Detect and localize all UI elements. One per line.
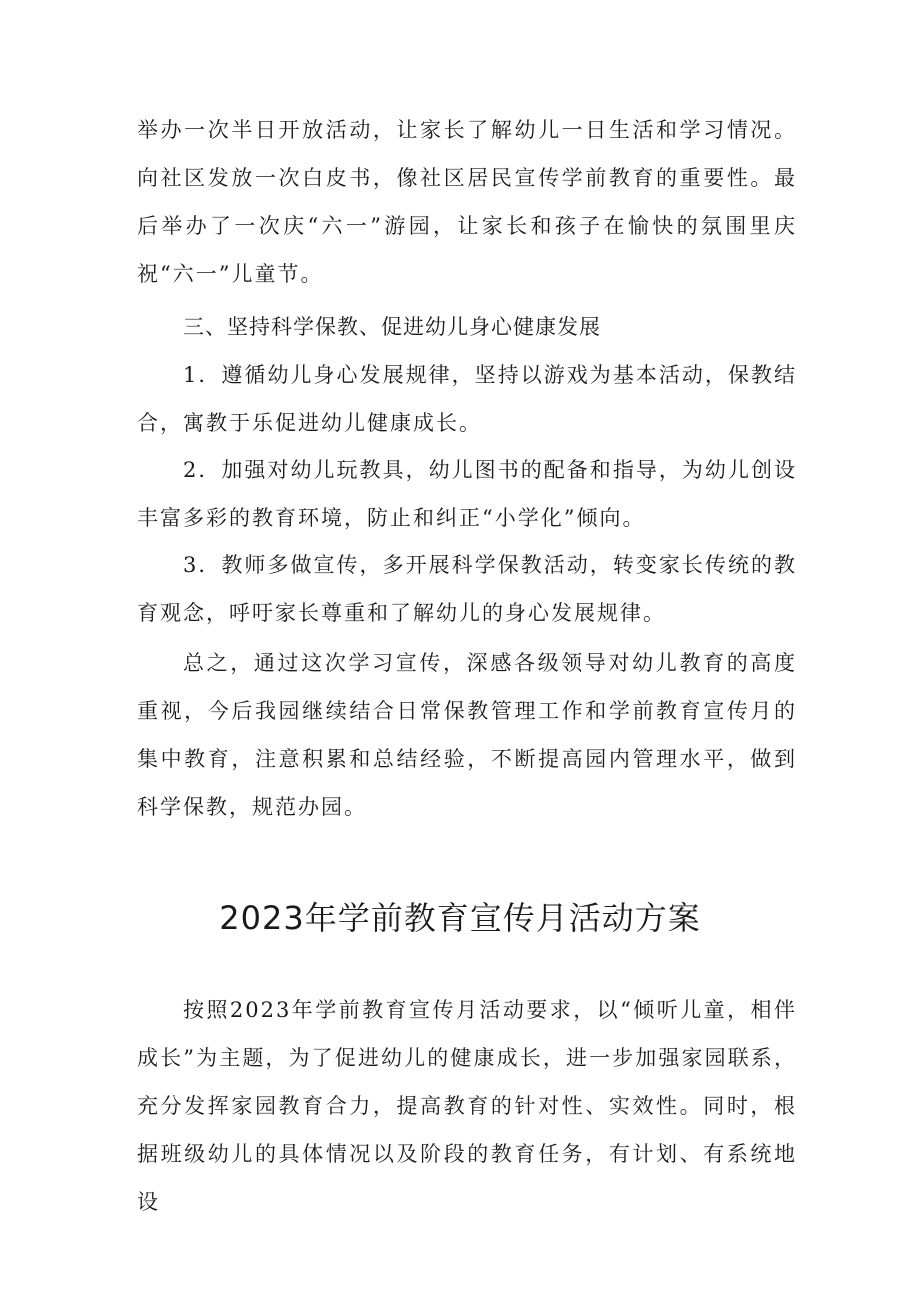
list-item-3: 3．教师多做宣传，多开展科学保教活动，转变家长传统的教育观念，呼吁家长尊重和了解幼儿的身心发展规律。: [137, 553, 797, 625]
list-item-2: 2．加强对幼儿玩教具，幼儿图书的配备和指导，为幼儿创设丰富多彩的教育环境，防止和纠正“小学化”倾向。: [137, 458, 797, 530]
paragraph-activities: 举办一次半日开放活动，让家长了解幼儿一日生活和学习情况。向社区发放一次白皮书，像社区居民宣传学前教育的重要性。最后举办了一次庆“六一”游园，让家长和孩子在愉快的氛围里庆祝“六一”儿童节。: [137, 118, 797, 286]
paragraph-summary: 总之，通过这次学习宣传，深感各级领导对幼儿教育的高度重视，今后我园继续结合日常保教管理工作和学前教育宣传月的集中教育，注意积累和总结经验，不断提高园内管理水平，做到科学保教，规范办园。: [137, 651, 797, 819]
list-item-1: 1．遵循幼儿身心发展规律，坚持以游戏为基本活动，保教结合，寓教于乐促进幼儿健康成长。: [137, 363, 797, 435]
section-heading-three: 三、坚持科学保教、促进幼儿身心健康发展: [183, 315, 601, 339]
paragraph-intro: 按照2023年学前教育宣传月活动要求，以“倾听儿童，相伴成长”为主题，为了促进幼儿的健康成长，进一步加强家园联系，充分发挥家园教育合力，提高教育的针对性、实效性。同时，根据班级幼儿的具体情况以及阶段的教育任务，有计划、有系统地设: [137, 998, 797, 1214]
document-title: 2023年学前教育宣传月活动方案: [219, 899, 701, 937]
